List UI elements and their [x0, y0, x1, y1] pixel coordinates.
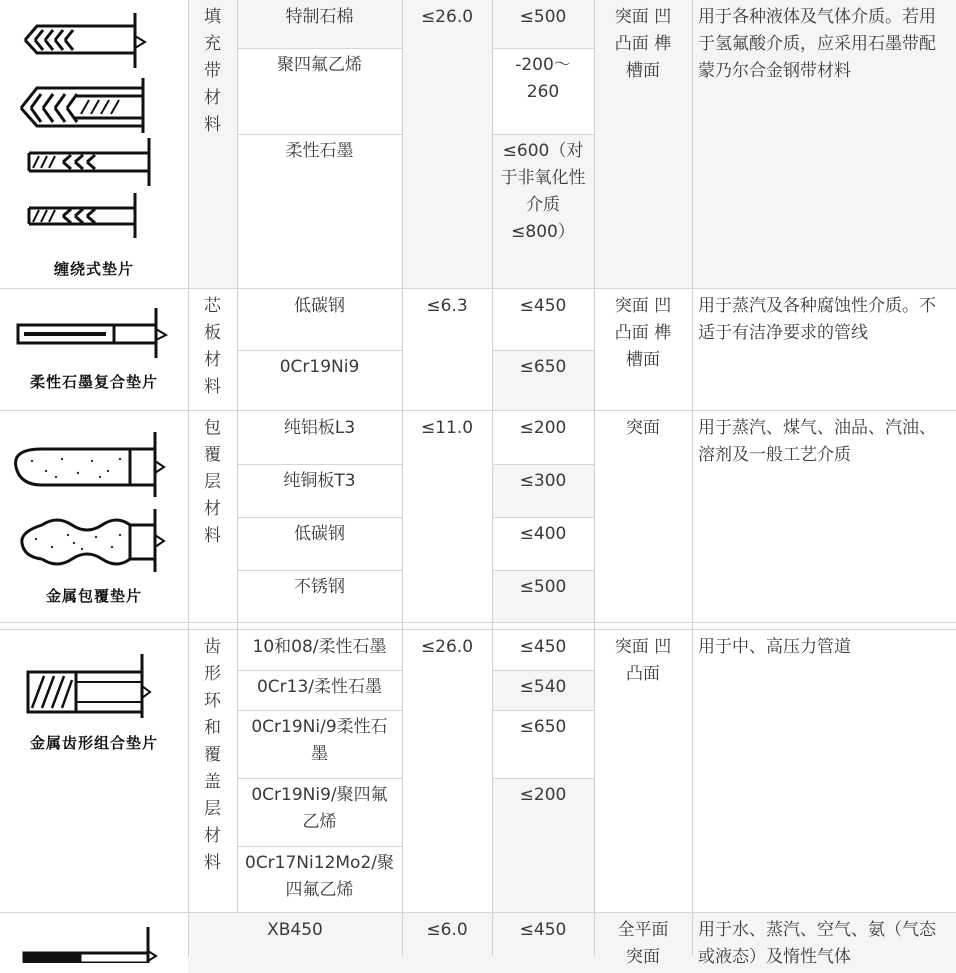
gasket-caption: 缠绕式垫片 — [53, 260, 134, 278]
usage-cell: 用于蒸汽及各种腐蚀性介质。不适于有洁净要求的管线 — [692, 289, 956, 410]
cell-divider — [492, 134, 594, 135]
pressure-cell: ≤6.0 — [402, 913, 492, 973]
column-divider — [492, 0, 493, 956]
material-cell: 低碳钢 — [237, 517, 402, 570]
temperature-cell: ≤300 — [492, 464, 594, 517]
usage-cell: 用于水、蒸汽、空气、氨（气态或液态）及惰性气体 — [692, 913, 956, 973]
material-cell: 纯铜板T3 — [237, 464, 402, 517]
cell-divider — [237, 670, 402, 671]
material-cell: 10和08/柔性石墨 — [237, 630, 402, 670]
pressure-cell: ≤26.0 — [402, 0, 492, 288]
gasket-figure-cell — [0, 630, 188, 912]
cell-divider — [492, 517, 594, 518]
cell-divider — [237, 570, 402, 571]
material-category-cell — [188, 411, 237, 622]
gasket-caption: 金属齿形组合垫片 — [29, 734, 158, 752]
cell-divider — [492, 570, 594, 571]
cell-divider — [492, 670, 594, 671]
temperature-cell: ≤450 — [492, 289, 594, 350]
metal-jacketed-gasket-diagram — [12, 427, 172, 577]
gasket-figure-cell — [0, 411, 188, 622]
gasket-figure-cell — [0, 289, 188, 410]
material-cell: 0Cr19Ni/9柔性石墨 — [237, 710, 402, 778]
cell-divider — [237, 517, 402, 518]
column-divider — [402, 0, 403, 956]
cell-divider — [492, 464, 594, 465]
pressure-cell: ≤11.0 — [402, 411, 492, 622]
column-divider — [594, 0, 595, 956]
temperature-cell: ≤200 — [492, 778, 594, 912]
gasket-caption: 柔性石墨复合垫片 — [29, 373, 158, 391]
material-cell: 柔性石墨 — [237, 134, 402, 288]
cell-divider — [237, 778, 402, 779]
flange-face-cell: 全平面 突面 — [594, 913, 692, 973]
pressure-cell: ≤6.3 — [402, 289, 492, 410]
cell-divider — [492, 778, 594, 779]
cell-divider — [237, 846, 402, 847]
material-category: 齿形环和覆盖层材料 — [204, 637, 221, 873]
material-category-cell — [188, 289, 237, 410]
cell-divider — [237, 464, 402, 465]
pressure-cell: ≤26.0 — [402, 630, 492, 912]
material-cell: 0Cr19Ni9/聚四氟乙烯 — [237, 778, 402, 846]
row-divider — [0, 629, 956, 630]
material-category: 包覆层材料 — [204, 418, 221, 546]
temperature-cell: ≤200 — [492, 411, 594, 464]
flange-face-cell: 突面 凹凸面 榫槽面 — [594, 0, 692, 288]
material-category-cell — [188, 630, 237, 912]
spiral-wound-gasket-diagram — [15, 8, 165, 243]
cell-divider — [237, 710, 402, 711]
usage-cell: 用于中、高压力管道 — [692, 630, 956, 912]
material-cell: 纯铝板L3 — [237, 411, 402, 464]
row-divider — [0, 912, 956, 913]
material-cell: 聚四氟乙烯 — [237, 48, 402, 134]
material-cell: 0Cr13/柔性石墨 — [237, 670, 402, 710]
material-cell: 低碳钢 — [237, 289, 402, 350]
gasket-figure-cell — [0, 913, 188, 973]
usage-cell: 用于蒸汽、煤气、油品、汽油、溶剂及一般工艺介质 — [692, 411, 956, 622]
asbestos-rubber-gasket-diagram — [18, 923, 168, 963]
row-divider — [0, 622, 956, 623]
material-cell: XB450 — [188, 913, 402, 973]
temperature-cell: ≤500 — [492, 570, 594, 622]
temperature-cell: ≤650 — [492, 350, 594, 410]
material-cell: 特制石棉 — [237, 0, 402, 48]
gasket-figure-cell — [0, 0, 188, 288]
temperature-cell: ≤650 — [492, 710, 594, 778]
cell-divider — [492, 710, 594, 711]
row-divider — [0, 288, 956, 289]
temperature-cell: -200～260 — [492, 48, 594, 134]
usage-cell: 用于各种液体及气体介质。若用于氢氟酸介质，应采用石墨带配蒙乃尔合金钢带材料 — [692, 0, 956, 288]
temperature-cell: ≤600（对于非氧化性介质≤800） — [492, 134, 594, 288]
temperature-cell: ≤450 — [492, 913, 594, 973]
cell-divider — [237, 48, 402, 49]
flange-face-cell: 突面 凹凸面 — [594, 630, 692, 912]
cell-divider — [237, 134, 402, 135]
column-divider — [237, 0, 238, 912]
cell-divider — [237, 350, 402, 351]
material-category-cell — [188, 0, 237, 288]
temperature-cell: ≤500 — [492, 0, 594, 48]
temperature-cell: ≤540 — [492, 670, 594, 710]
material-category: 填充带材料 — [204, 7, 221, 135]
material-cell: 0Cr17Ni12Mo2/聚四氟乙烯 — [237, 846, 402, 912]
gasket-caption: 金属包覆垫片 — [45, 587, 142, 605]
material-cell: 0Cr19Ni9 — [237, 350, 402, 410]
row-divider — [0, 410, 956, 411]
cell-divider — [492, 48, 594, 49]
temperature-cell: ≤450 — [492, 630, 594, 670]
material-category: 芯板材料 — [204, 296, 221, 397]
column-divider — [188, 0, 189, 956]
material-cell: 不锈钢 — [237, 570, 402, 622]
graphite-composite-gasket-diagram — [14, 303, 174, 363]
temperature-cell: ≤400 — [492, 517, 594, 570]
column-divider — [692, 0, 693, 956]
flange-face-cell: 突面 凹凸面 榫槽面 — [594, 289, 692, 410]
kammprofile-gasket-diagram — [16, 644, 176, 724]
flange-face-cell: 突面 — [594, 411, 692, 622]
cell-divider — [492, 350, 594, 351]
